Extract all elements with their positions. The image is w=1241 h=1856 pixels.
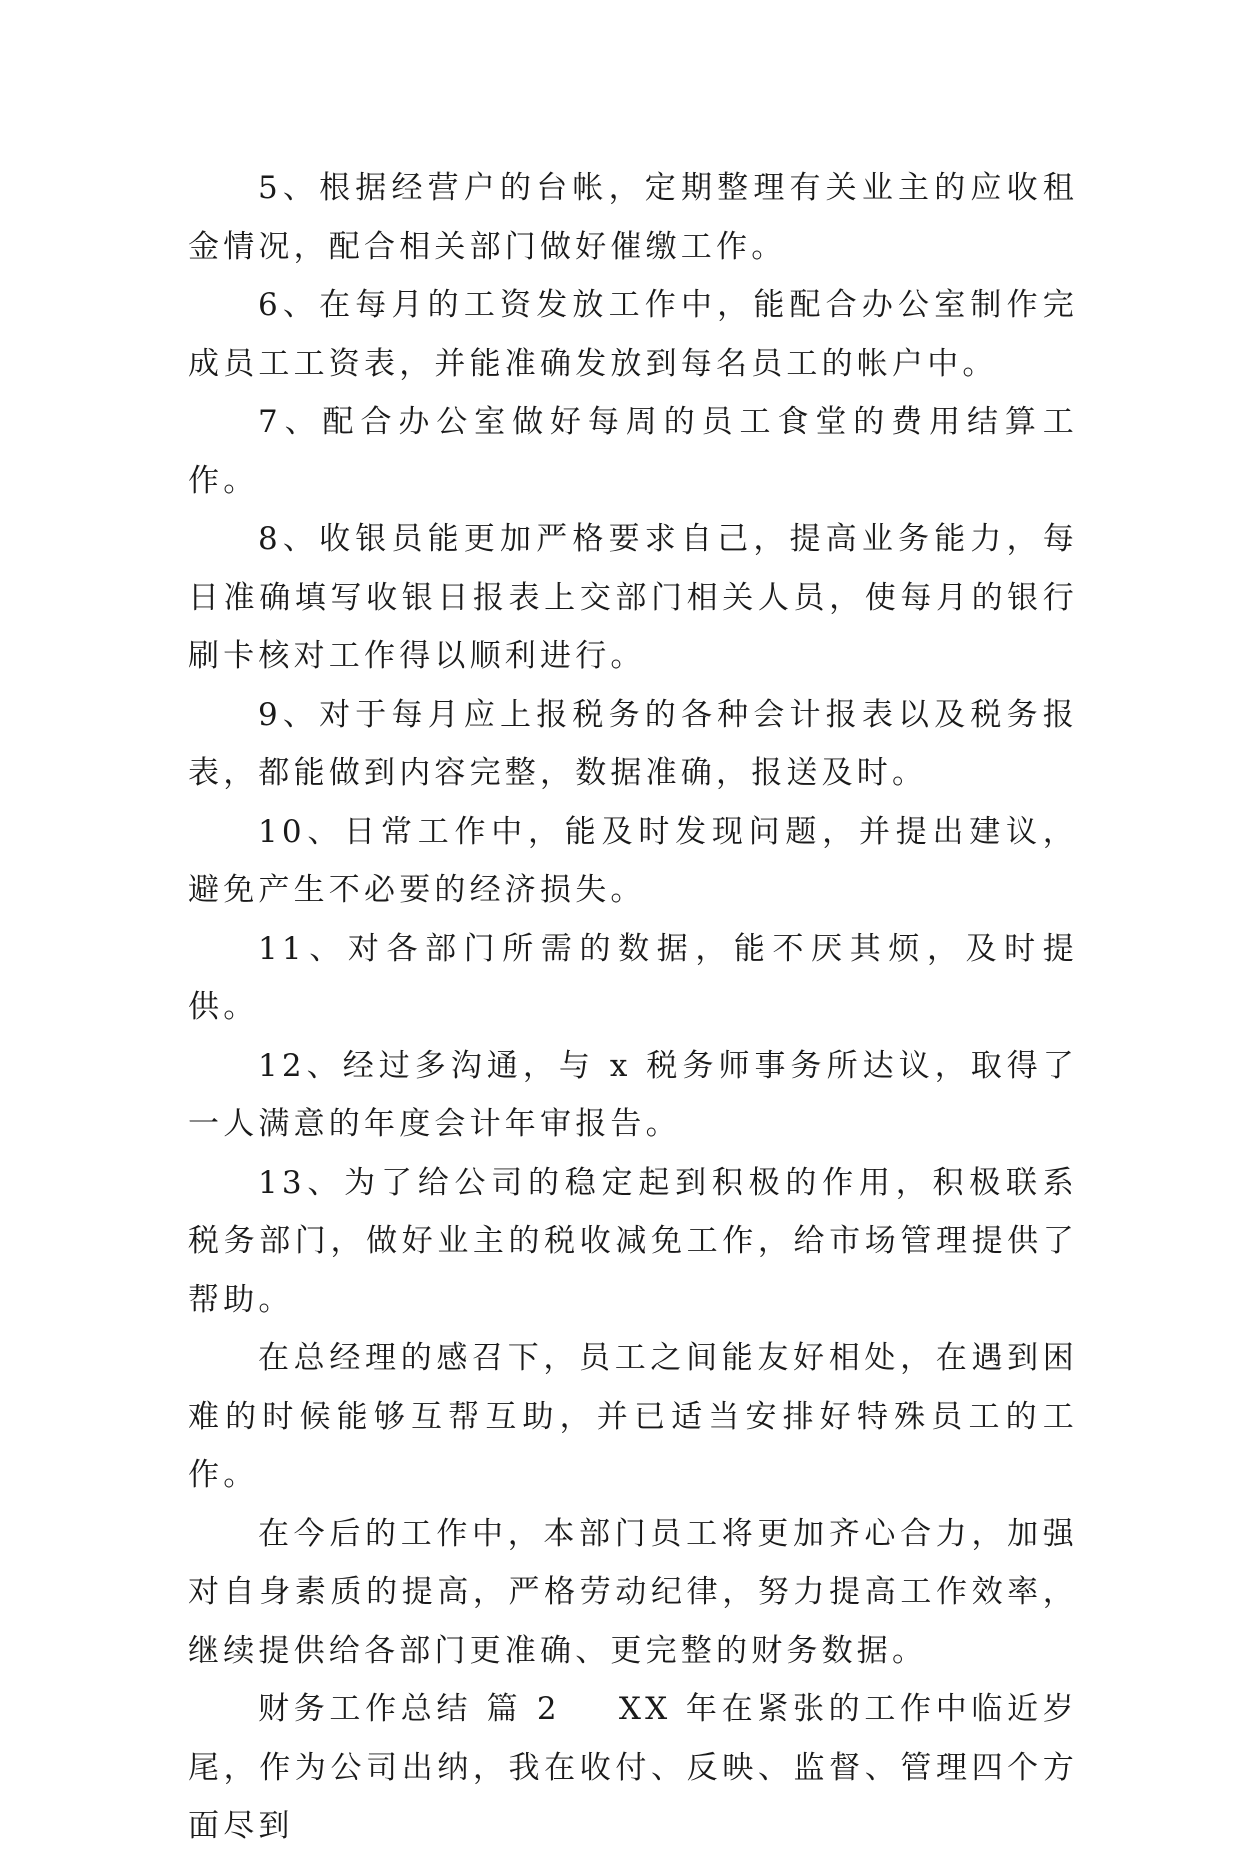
paragraph-10: 10、日常工作中，能及时发现问题，并提出建议，避免产生不必要的经济损失。 xyxy=(188,813,1078,908)
paragraph-future: 在今后的工作中，本部门员工将更加齐心合力，加强对自身素质的提高，严格劳动纪律，努力提高工作效率，继续提供给各部门更准确、更完整的财务数据。 xyxy=(188,1515,1078,1669)
paragraph-manager: 在总经理的感召下，员工之间能友好相处，在遇到困难的时候能够互帮互助，并已适当安排好特殊员工的工作。 xyxy=(188,1340,1078,1493)
paragraph-12: 12、经过多沟通，与 x 税务师事务所达议，取得了一人满意的年度会计年审报告。 xyxy=(188,1047,1078,1142)
paragraph-5: 5、根据经营户的台帐，定期整理有关业主的应收租金情况，配合相关部门做好催缴工作。 xyxy=(188,170,1078,265)
paragraph-13: 13、为了给公司的稳定起到积极的作用，积极联系税务部门，做好业主的税收减免工作，给市场管理提供了帮助。 xyxy=(188,1164,1078,1318)
paragraph-7: 7、配合办公室做好每周的员工食堂的费用结算工作。 xyxy=(188,404,1078,499)
paragraph-11: 11、对各部门所需的数据，能不厌其烦，及时提供。 xyxy=(188,930,1078,1025)
document-body xyxy=(188,159,1078,1856)
paragraph-9: 9、对于每月应上报税务的各种会计报表以及税务报表，都能做到内容完整，数据准确，报送及时。 xyxy=(188,696,1078,791)
section-text: XX 年在紧张的工作中临近岁尾，作为公司出纳，我在收付、反映、监督、管理四个方面尽到 xyxy=(188,1691,1078,1844)
paragraph-8: 8、收银员能更加严格要求自己，提高业务能力，每日准确填写收银日报表上交部门相关人员，使每月的银行刷卡核对工作得以顺利进行。 xyxy=(188,521,1078,674)
section-paragraph xyxy=(188,1680,1078,1856)
paragraph-6: 6、在每月的工资发放工作中，能配合办公室制作完成员工工资表，并能准确发放到每名员工的帐户中。 xyxy=(188,287,1078,382)
section-heading: 财务工作总结 篇 2 xyxy=(258,1691,561,1727)
